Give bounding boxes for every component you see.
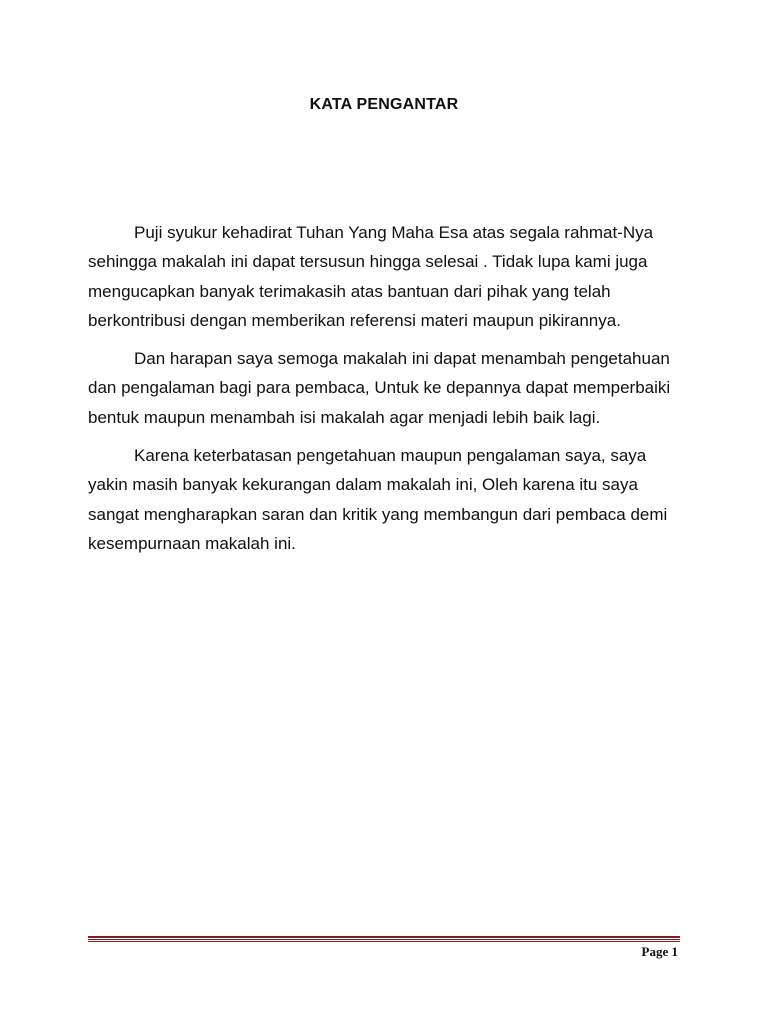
footer-rule-line-top: [88, 936, 680, 938]
footer-rule-line-middle: [88, 939, 680, 940]
body-text: [88, 218, 678, 567]
page-number: Page 1: [641, 944, 678, 959]
paragraph-3: Karena keterbatasan pengetahuan maupun pengalaman saya, saya yakin masih banyak kekurangan dalam makalah ini, Oleh karena itu saya sangat mengharapkan saran dan kritik yang membangun dari pembaca demi kesempurnaan makalah ini.: [88, 446, 668, 553]
paragraph-2: Dan harapan saya semoga makalah ini dapat menambah pengetahuan dan pengalaman bagi para pembaca, Untuk ke depannya dapat memperbaiki bentuk maupun menambah isi makalah agar menjadi lebih baik lagi.: [88, 349, 671, 427]
paragraph-1: Puji syukur kehadirat Tuhan Yang Maha Esa atas segala rahmat-Nya sehingga makalah ini dapat tersusun hingga selesai . Tidak lupa kami juga mengucapkan banyak terimakasih atas bantuan dari pihak yang telah berkontribusi dengan memberikan referensi materi maupun pikirannya.: [88, 223, 654, 330]
footer-rule-line-bottom: [88, 941, 680, 942]
footer-rule: [88, 936, 680, 942]
page-title: KATA PENGANTAR: [309, 96, 459, 113]
